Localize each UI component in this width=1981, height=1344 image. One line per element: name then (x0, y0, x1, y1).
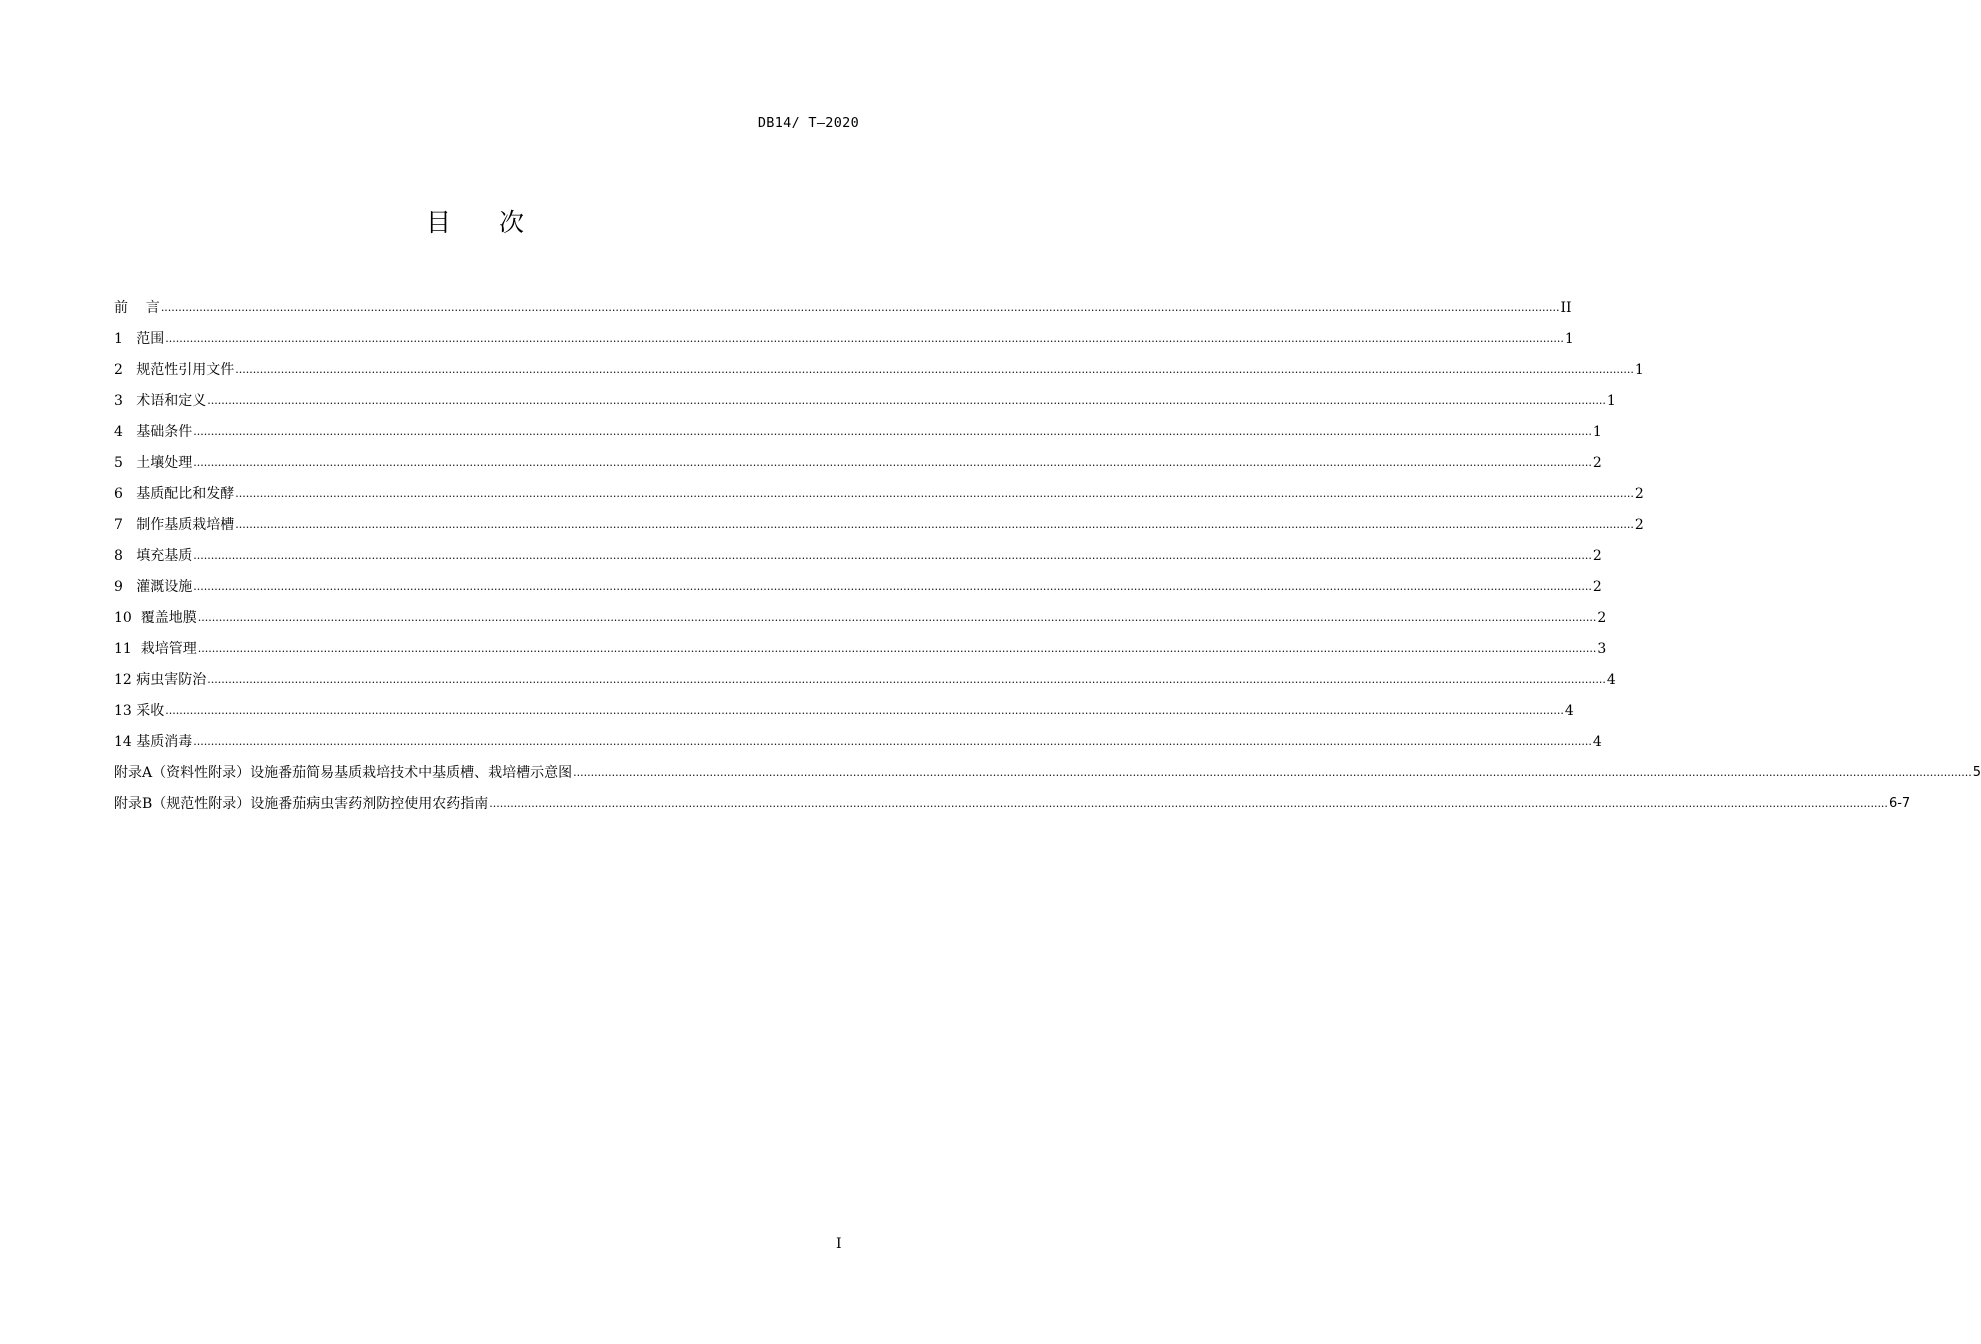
toc-title: 目次 (425, 208, 572, 237)
toc-entry-label: 7 制作基质栽培槽 (114, 517, 235, 533)
toc-entry[interactable] (114, 566, 1602, 597)
toc-entry-label: 13 采收 (114, 703, 165, 719)
page-number: I (836, 1236, 842, 1252)
dot-leader: ................................................................................................................................................................................................................................................................................................................................................................................................................ (193, 456, 1592, 469)
toc-entry-label: 12 病虫害防治 (114, 672, 207, 688)
dot-leader: ................................................................................................................................................................................................................................................................................................................................................................................................................ (160, 301, 1560, 314)
toc-entry[interactable] (114, 597, 1607, 628)
toc-entry-label: 6 基质配比和发酵 (114, 486, 235, 502)
toc-entry-page: 4 (1592, 734, 1602, 750)
toc-entry[interactable] (114, 752, 1981, 783)
toc-entry-label: 附录B（规范性附录）设施番茄病虫害药剂防控使用农药指南 (114, 796, 489, 812)
toc-entry-page: 2 (1592, 548, 1602, 564)
dot-leader: ................................................................................................................................................................................................................................................................................................................................................................................................................ (193, 580, 1592, 593)
toc-entry-page: 6-7 (1888, 796, 1911, 811)
toc-entry-label: 8 填充基质 (114, 548, 193, 564)
toc-entry-page: 4 (1606, 672, 1616, 688)
dot-leader: ................................................................................................................................................................................................................................................................................................................................................................................................................ (193, 425, 1592, 438)
toc-entry[interactable] (114, 690, 1574, 721)
toc-entry-label: 前 言 (114, 300, 160, 316)
toc-entry[interactable] (114, 380, 1616, 411)
toc-entry-label: 5 土壤处理 (114, 455, 193, 471)
toc-entry[interactable] (114, 473, 1644, 504)
toc-entry[interactable] (114, 504, 1644, 535)
toc-entry-page: 4 (1564, 703, 1574, 719)
dot-leader: ................................................................................................................................................................................................................................................................................................................................................................................................................ (165, 704, 1564, 717)
dot-leader: ................................................................................................................................................................................................................................................................................................................................................................................................................ (197, 642, 1597, 655)
toc-entry-page: 1 (1634, 362, 1644, 378)
toc-entry[interactable] (114, 721, 1602, 752)
dot-leader: ................................................................................................................................................................................................................................................................................................................................................................................................................ (235, 518, 1634, 531)
toc-entry-page: II (1560, 300, 1572, 316)
toc-entry-page: 2 (1634, 517, 1644, 533)
toc-entry-label: 11 栽培管理 (114, 641, 197, 657)
toc-entry-label: 3 术语和定义 (114, 393, 207, 409)
dot-leader: ................................................................................................................................................................................................................................................................................................................................................................................................................ (193, 549, 1592, 562)
toc-entry[interactable] (114, 411, 1602, 442)
toc-entry-label: 4 基础条件 (114, 424, 193, 440)
toc-entry-page: 3 (1597, 641, 1607, 657)
toc-entry-page: 5 (1972, 765, 1981, 780)
toc-entry-label: 14 基质消毒 (114, 734, 193, 750)
dot-leader: ................................................................................................................................................................................................................................................................................................................................................................................................................ (165, 332, 1564, 345)
toc-entry[interactable] (114, 442, 1602, 473)
toc-entry[interactable] (114, 659, 1616, 690)
dot-leader: ................................................................................................................................................................................................................................................................................................................................................................................................................ (207, 394, 1606, 407)
toc-entry[interactable] (114, 318, 1574, 349)
toc-list (114, 287, 1981, 814)
toc-entry-page: 1 (1606, 393, 1616, 409)
toc-entry[interactable] (114, 783, 1911, 814)
toc-entry[interactable] (114, 287, 1572, 318)
dot-leader: ................................................................................................................................................................................................................................................................................................................................................................................................................ (197, 611, 1597, 624)
dot-leader: ................................................................................................................................................................................................................................................................................................................................................................................................................ (573, 766, 1972, 779)
toc-entry[interactable] (114, 628, 1607, 659)
toc-entry-page: 2 (1592, 455, 1602, 471)
toc-entry-page: 2 (1592, 579, 1602, 595)
toc-entry[interactable] (114, 349, 1644, 380)
toc-entry-page: 1 (1564, 331, 1574, 347)
toc-entry-label: 2 规范性引用文件 (114, 362, 235, 378)
dot-leader: ................................................................................................................................................................................................................................................................................................................................................................................................................ (489, 797, 1888, 810)
toc-entry-label: 附录A（资料性附录）设施番茄简易基质栽培技术中基质槽、栽培槽示意图 (114, 765, 573, 781)
dot-leader: ................................................................................................................................................................................................................................................................................................................................................................................................................ (235, 487, 1634, 500)
dot-leader: ................................................................................................................................................................................................................................................................................................................................................................................................................ (207, 673, 1606, 686)
toc-entry-page: 1 (1592, 424, 1602, 440)
dot-leader: ................................................................................................................................................................................................................................................................................................................................................................................................................ (235, 363, 1634, 376)
dot-leader: ................................................................................................................................................................................................................................................................................................................................................................................................................ (193, 735, 1592, 748)
toc-entry-page: 2 (1597, 610, 1607, 626)
toc-entry-page: 2 (1634, 486, 1644, 502)
document-code: DB14/ T—2020 (757, 115, 859, 131)
toc-entry-label: 9 灌溉设施 (114, 579, 193, 595)
toc-entry-label: 1 范围 (114, 331, 165, 347)
toc-entry-label: 10 覆盖地膜 (114, 610, 197, 626)
toc-entry[interactable] (114, 535, 1602, 566)
